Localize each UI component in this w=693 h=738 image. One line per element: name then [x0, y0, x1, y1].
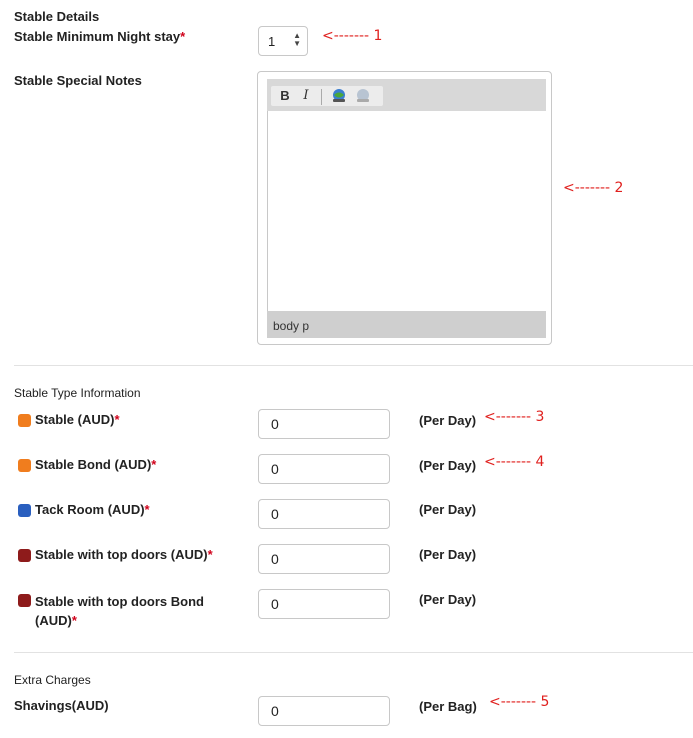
required-mark: * [144, 502, 150, 517]
stable-aud-label-text: Stable (AUD) [35, 412, 115, 427]
section-divider [14, 652, 693, 653]
top-doors-bond-aud-input[interactable]: 0 [258, 589, 390, 619]
extra-charges-heading: Extra Charges [14, 673, 91, 687]
insert-link-button[interactable] [329, 86, 349, 106]
required-mark: * [207, 547, 213, 562]
annotation-arrow: <------- [484, 409, 532, 425]
per-bag-label: (Per Bag) [419, 699, 477, 714]
per-day-label: (Per Day) [419, 458, 477, 473]
top-doors-aud-input[interactable]: 0 [258, 544, 390, 574]
globe-link-icon [331, 88, 347, 104]
dark-red-square-icon [18, 549, 31, 562]
top-doors-aud-label [35, 547, 213, 562]
unlink-icon [355, 88, 371, 104]
per-day-label: (Per Day) [419, 547, 477, 562]
per-day-label: (Per Day) [419, 592, 477, 607]
stable-details-heading: Stable Details [14, 9, 100, 24]
special-notes-editor [257, 71, 552, 345]
top-doors-bond-aud-label [35, 592, 204, 630]
stable-bond-aud-label-text: Stable Bond (AUD) [35, 457, 152, 472]
annotation-number: 2 [614, 180, 624, 196]
select-arrows-icon: ▲ ▼ [293, 31, 301, 48]
required-mark: * [114, 412, 120, 427]
toolbar-separator [321, 89, 322, 105]
unlink-button[interactable] [353, 86, 373, 106]
dark-red-square-icon [18, 594, 31, 607]
special-notes-label: Stable Special Notes [14, 73, 142, 88]
stable-aud-input[interactable]: 0 [258, 409, 390, 439]
annotation-number: 4 [535, 454, 545, 470]
tack-room-aud-input[interactable]: 0 [258, 499, 390, 529]
annotation-arrow: <------- [489, 694, 537, 710]
annotation-5 [489, 694, 549, 710]
annotation-1 [322, 28, 382, 44]
required-mark: * [180, 29, 186, 44]
required-mark: * [71, 613, 77, 628]
shavings-label: Shavings(AUD) [14, 698, 109, 713]
editor-toolbar-group [271, 86, 383, 106]
tack-room-aud-label-text: Tack Room (AUD) [35, 502, 145, 517]
top-doors-bond-label-line2: (AUD) [35, 613, 72, 628]
orange-square-icon [18, 414, 31, 427]
tack-room-aud-label [35, 502, 150, 517]
stable-bond-aud-input[interactable]: 0 [258, 454, 390, 484]
annotation-2 [563, 180, 623, 196]
orange-square-icon [18, 459, 31, 472]
shavings-input[interactable]: 0 [258, 696, 390, 726]
annotation-arrow: <------- [322, 28, 370, 44]
min-night-select-value: 1 [268, 34, 276, 49]
annotation-arrow: <------- [484, 454, 532, 470]
stable-bond-aud-label [35, 457, 156, 472]
annotation-number: 1 [373, 28, 383, 44]
annotation-arrow: <------- [563, 180, 611, 196]
min-night-label-text: Stable Minimum Night stay [14, 29, 181, 44]
editor-content-area[interactable] [267, 111, 547, 311]
annotation-number: 3 [535, 409, 545, 425]
bold-button[interactable]: B [280, 88, 290, 103]
required-mark: * [151, 457, 157, 472]
stable-type-heading: Stable Type Information [14, 386, 141, 400]
editor-toolbar [267, 79, 546, 111]
min-night-select[interactable] [258, 26, 308, 56]
annotation-4 [484, 454, 544, 470]
italic-button[interactable]: I [303, 88, 309, 103]
annotation-3 [484, 409, 544, 425]
per-day-label: (Per Day) [419, 413, 477, 428]
section-divider [14, 365, 693, 366]
per-day-label: (Per Day) [419, 502, 477, 517]
blue-square-icon [18, 504, 31, 517]
annotation-number: 5 [540, 694, 550, 710]
top-doors-aud-label-text: Stable with top doors (AUD) [35, 547, 208, 562]
top-doors-bond-label-line1: Stable with top doors Bond [35, 594, 204, 609]
editor-status-path: body p [273, 319, 310, 333]
editor-status-bar [267, 311, 546, 338]
min-night-label [14, 29, 185, 44]
stable-aud-label [35, 412, 120, 427]
